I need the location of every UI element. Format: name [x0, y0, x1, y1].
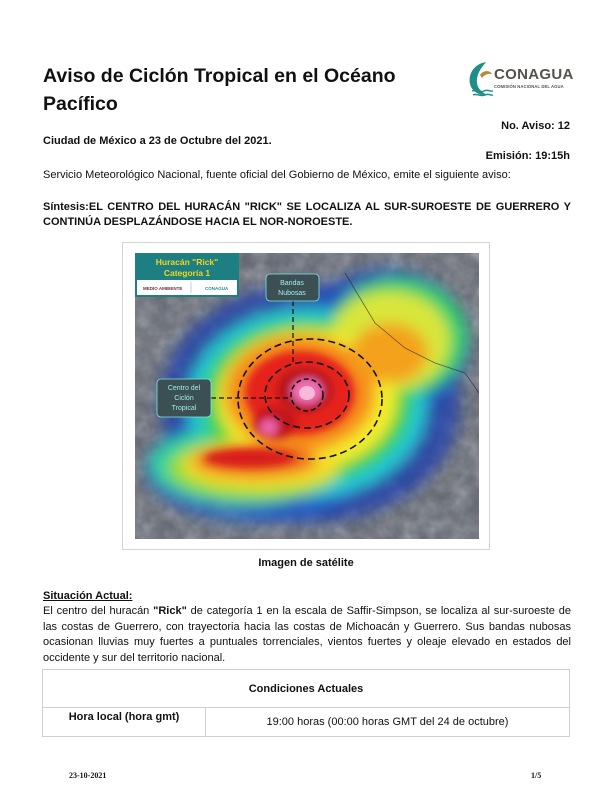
title-line-1: Aviso de Ciclón Tropical en el Océano — [43, 65, 396, 87]
badge-logo-left: MEDIO AMBIENTE — [143, 286, 183, 291]
situacion-title: Situación Actual: — [43, 590, 133, 602]
situacion-paragraph — [43, 604, 571, 666]
aviso-number: No. Aviso: 12 — [501, 120, 570, 132]
row-label: Hora local (hora gmt) — [43, 708, 206, 737]
footer-date: 23-10-2021 — [69, 771, 107, 780]
synthesis-label: Síntesis: — [43, 201, 89, 213]
satellite-image-frame — [122, 242, 490, 550]
emission-time: Emisión: 19:15h — [485, 150, 570, 162]
conditions-header-row — [43, 670, 570, 708]
conditions-header: Condiciones Actuales — [43, 670, 570, 708]
page-number: 1/5 — [531, 771, 542, 780]
label-centro-line2: Ciclón — [174, 395, 194, 402]
figure-caption: Imagen de satélite — [258, 557, 354, 569]
storm-badge — [135, 253, 239, 297]
table-row — [43, 708, 570, 737]
badge-logo-right: CONAGUA — [205, 286, 229, 291]
situacion-storm-name: "Rick" — [153, 605, 187, 617]
page-title — [43, 62, 443, 118]
synthesis-text: EL CENTRO DEL HURACÁN "RICK" SE LOCALIZA AL SUR-SUROESTE DE GUERRERO Y CONTINÚA DESPLAZÁNDOSE HACIA EL NOR-NOROESTE. — [43, 201, 571, 228]
conagua-logo — [466, 58, 576, 102]
synthesis — [43, 200, 571, 230]
row-value: 19:00 horas (00:00 horas GMT del 24 de octubre) — [206, 708, 570, 737]
situacion-text-post: de categoría 1 en la escala de Saffir-Simpson, se localiza al sur-suroeste de las costas de Guerrero, con trayectoria hacia las costas de Michoacán y Guerrero. Sus bandas nubosas ocasionan lluvias muy fuertes a puntuales torrenciales, vientos fuertes y oleaje elevado en estados del occidente y sur del territorio nacional. — [43, 605, 571, 664]
city-date: Ciudad de México a 23 de Octubre del 2021. — [43, 135, 272, 147]
logo-name: CONAGUA — [494, 66, 574, 83]
logo-subtitle: COMISIÓN NACIONAL DEL AGUA — [494, 84, 564, 89]
conagua-emblem-icon — [466, 58, 494, 100]
situacion-text-pre: El centro del huracán — [43, 605, 154, 617]
label-centro-line3: Tropical — [171, 405, 197, 412]
label-centro-ciclon — [157, 379, 211, 417]
title-line-2: Pacífico — [43, 93, 118, 115]
label-bandas-nubosas — [266, 274, 319, 301]
label-centro-line1: Centro del — [167, 385, 201, 392]
badge-title: Huracán "Rick" — [155, 257, 219, 267]
label-bandas-line2: Nubosas — [278, 290, 306, 297]
intro-text: Servicio Meteorológico Nacional, fuente oficial del Gobierno de México, emite el siguiente aviso: — [43, 169, 511, 181]
satellite-image — [135, 253, 479, 539]
conditions-table — [42, 669, 570, 737]
label-bandas-line1: Bandas — [280, 280, 304, 287]
badge-subtitle: Categoría 1 — [163, 268, 211, 278]
